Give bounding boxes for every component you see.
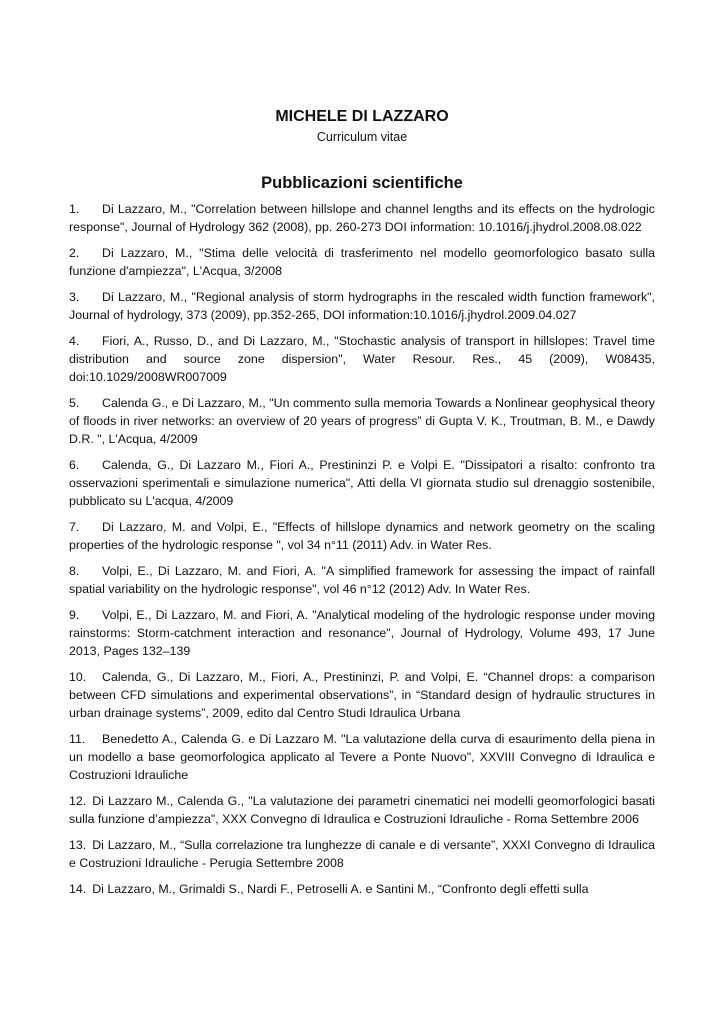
publication-item — [69, 456, 655, 510]
publication-number: 11. — [69, 732, 86, 746]
publication-text: Di Lazzaro, M., “Sulla correlazione tra lunghezze di canale e di versante”, XXXI Convegno di Idraulica e Costruzioni Idrauliche - Perugia Settembre 2008 — [69, 838, 655, 870]
publication-number: 10. — [69, 670, 87, 684]
publication-number: 9. — [69, 608, 80, 622]
publication-text: Di Lazzaro, M., "Stima delle velocità di trasferimento nel modello geomorfologico basato sulla funzione d'ampiezza", L'Acqua, 3/2008 — [69, 246, 655, 278]
publication-item — [69, 606, 655, 660]
publication-number: 3. — [69, 290, 80, 304]
publication-number: 4. — [69, 334, 80, 348]
publication-item — [69, 332, 655, 386]
publication-item — [69, 730, 655, 784]
publication-item — [69, 394, 655, 448]
publication-text: Di Lazzaro, M., "Correlation between hillslope and channel lengths and its effects on the hydrologic response", Journal of Hydrology 362 (2008), pp. 260-273 DOI information: 10.1016/j.jhydrol.2008.08.022 — [69, 202, 655, 234]
publication-number: 7. — [69, 520, 80, 534]
publication-text: Di Lazzaro, M., "Regional analysis of storm hydrographs in the rescaled width function framework", Journal of hydrology, 373 (2009), pp.352-265, DOI information:10.1016/j.jhydrol.2009.04.027 — [69, 290, 655, 322]
publication-number: 12. — [69, 794, 87, 808]
author-name: MICHELE DI LAZZARO — [275, 108, 449, 125]
publication-number: 13. — [69, 838, 87, 852]
document-subtitle: Curriculum vitae — [316, 130, 408, 144]
publication-text: Benedetto A., Calenda G. e Di Lazzaro M. "La valutazione della curva di esaurimento della piena in un modello a base geomorfologica applicato al Tevere a Ponte Nuovo", XXVIII Convegno di Idraulica e Costruzioni Idrauliche — [69, 732, 655, 782]
publication-list — [69, 200, 655, 898]
document-page — [69, 106, 655, 906]
publication-text: Calenda, G., Di Lazzaro, M., Fiori, A., Prestininzi, P. and Volpi, E. “Channel drops: a comparison between CFD simulations and experimental observations”, in “Standard design of hydraulic structures in urban drainage systems”, 2009, edito dal Centro Studi Idraulica Urbana — [69, 670, 655, 720]
publication-text: Volpi, E., Di Lazzaro, M. and Fiori, A. "A simplified framework for assessing the impact of rainfall spatial variability on the hydrologic response", vol 46 n°12 (2012) Adv. In Water Res. — [69, 564, 655, 596]
publication-item — [69, 792, 655, 828]
publication-text: Di Lazzaro, M. and Volpi, E., "Effects of hillslope dynamics and network geometry on the scaling properties of the hydrologic response ", vol 34 n°11 (2011) Adv. in Water Res. — [69, 520, 655, 552]
publication-text: Calenda, G., Di Lazzaro M., Fiori A., Prestininzi P. e Volpi E. "Dissipatori a risalto: confronto tra osservazioni sperimentali e simulazione numerica", Atti della VI giornata studio sul drenaggio sostenibile, pubblicato su L'acqua, 4/2009 — [69, 458, 655, 508]
publication-text: Volpi, E., Di Lazzaro, M. and Fiori, A. "Analytical modeling of the hydrologic response under moving rainstorms: Storm-catchment interaction and resonance", Journal of Hydrology, Volume 493, 17 June 2013, Pages 132–139 — [69, 608, 655, 658]
publication-number: 6. — [69, 458, 80, 472]
publication-number: 5. — [69, 396, 80, 410]
publication-item — [69, 288, 655, 324]
publication-text: Di Lazzaro M., Calenda G., "La valutazione dei parametri cinematici nei modelli geomorfologici basati sulla funzione d’ampiezza", XXX Convegno di Idraulica e Costruzioni Idrauliche - Roma Settembre 2006 — [69, 794, 655, 826]
publication-item — [69, 836, 655, 872]
publication-item — [69, 244, 655, 280]
publication-item — [69, 880, 655, 898]
publication-item — [69, 200, 655, 236]
publication-number: 2. — [69, 246, 80, 260]
publication-number: 8. — [69, 564, 80, 578]
publication-text: Calenda G., e Di Lazzaro, M., "Un commento sulla memoria Towards a Nonlinear geophysical theory of floods in river networks: an overview of 20 years of progress” di Gupta V. K., Troutman, B. M., e Dawdy D.R. ", L'Acqua, 4/2009 — [69, 396, 655, 446]
publication-item — [69, 518, 655, 554]
publication-text: Di Lazzaro, M., Grimaldi S., Nardi F., Petroselli A. e Santini M., “Confronto degli effetti sulla — [92, 882, 589, 896]
publication-item — [69, 668, 655, 722]
publication-text: Fiori, A., Russo, D., and Di Lazzaro, M., "Stochastic analysis of transport in hillslopes: Travel time distribution and source zone dispersion", Water Resour. Res., 45 (2009), W08435, doi:10.1029/2008WR007009 — [69, 334, 655, 384]
publication-number: 1. — [69, 202, 80, 216]
publication-item — [69, 562, 655, 598]
section-title: Pubblicazioni scientifiche — [261, 174, 463, 192]
publication-number: 14. — [69, 882, 87, 896]
